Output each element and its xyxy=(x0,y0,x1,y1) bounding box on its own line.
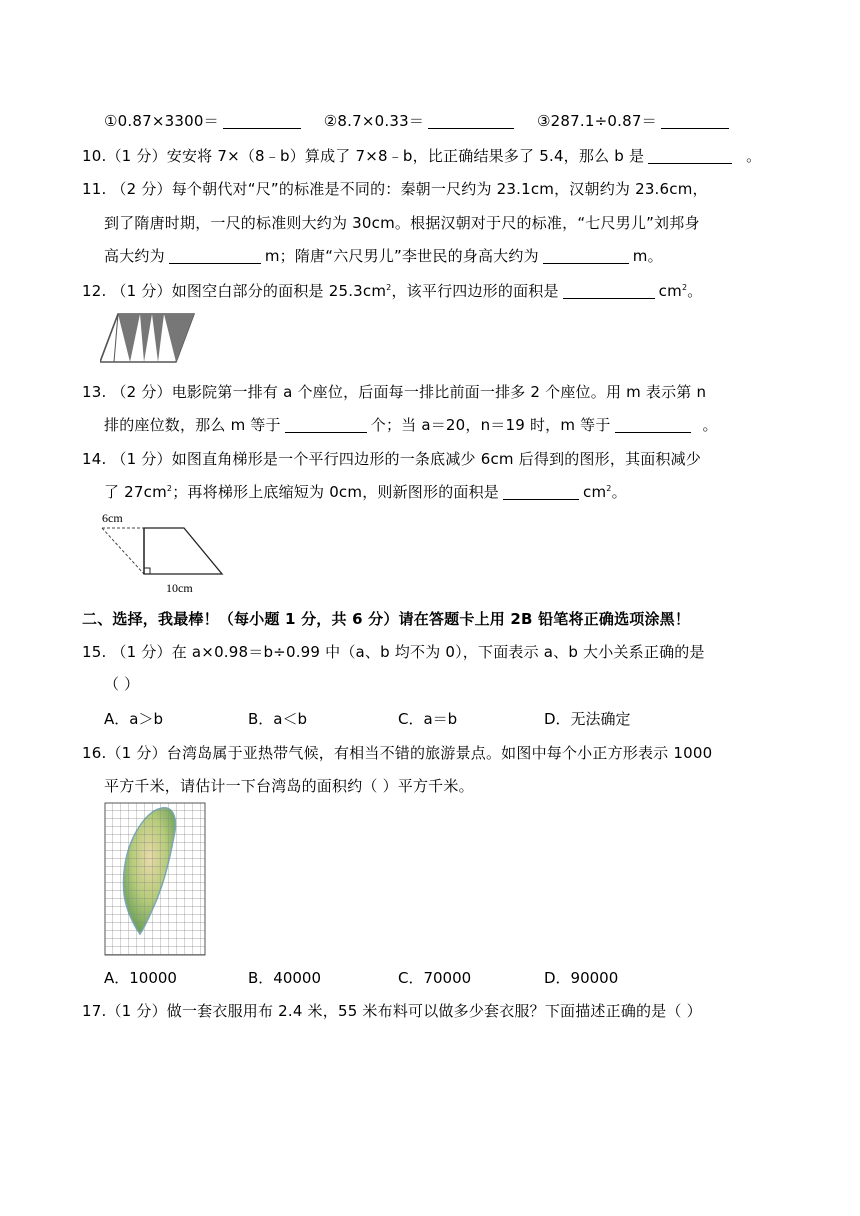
q11-line-3b: m；隋唐“六尺男儿”李世民的身高大约为 xyxy=(264,247,539,265)
q10-text: 10.（1 分）安安将 7×（8﹣b）算成了 7×8﹣b，比正确结果多了 5.4，那么 b 是 xyxy=(82,147,645,165)
q10-line xyxy=(82,145,761,166)
q14-answer-blank[interactable] xyxy=(503,483,579,500)
q13-line-2 xyxy=(104,414,718,435)
q14-label-10cm: 10cm xyxy=(166,581,193,595)
q15-option-b[interactable]: B．a＜b xyxy=(248,710,308,728)
q16-line-2: 平方千米，请估计一下台湾岛的面积约（ ）平方千米。 xyxy=(104,777,474,795)
q13-answer-blank-1[interactable] xyxy=(285,416,367,433)
q13-line-1: 13. （2 分）电影院第一排有 a 个座位，后面每一排比前面一排多 2 个座位。用 m 表示第 n xyxy=(82,383,707,401)
q15-option-c[interactable]: C．a＝b xyxy=(398,710,458,728)
q12-end: 。 xyxy=(687,282,703,300)
q15-option-d[interactable]: D．无法确定 xyxy=(544,710,631,728)
q12-text: 12. （1 分）如图空白部分的面积是 25.3cm xyxy=(82,282,387,300)
q12-unit: cm xyxy=(658,282,682,300)
q9-part-3: ③287.1÷0.87＝ xyxy=(537,112,657,130)
q11-line-1: 11. （2 分）每个朝代对“尺”的标准是不同的：秦朝一尺约为 23.1cm，汉朝约为 23.6cm， xyxy=(82,180,708,198)
q9-parts-line xyxy=(104,110,733,131)
q11-line-2: 到了隋唐时期，一尺的标准则大约为 30cm。根据汉朝对于尺的标准，“七尺男儿”刘邦身 xyxy=(104,214,700,232)
q14-line-2b: ；再将梯形上底缩短为 0cm，则新图形的面积是 xyxy=(172,483,499,501)
q11-line-3a: 高大约为 xyxy=(104,247,165,265)
q11-line-3c: m。 xyxy=(632,247,663,265)
q13-line-2c: 。 xyxy=(702,416,718,434)
q14-trapezoid xyxy=(144,528,222,574)
q14-line-2 xyxy=(104,481,627,502)
q10-end: 。 xyxy=(746,147,762,165)
q14-dashed-side xyxy=(102,528,144,574)
q14-line-2c: cm xyxy=(583,483,607,501)
q15-line-2: （ ） xyxy=(104,675,140,693)
q16-option-a[interactable]: A．10000 xyxy=(104,969,177,987)
q11-answer-blank-2[interactable] xyxy=(543,247,629,264)
q9-answer-blank-3[interactable] xyxy=(661,112,729,129)
q9-part-1: ①0.87×3300＝ xyxy=(104,112,219,130)
q13-line-2a: 排的座位数，那么 m 等于 xyxy=(104,416,281,434)
q15-option-a[interactable]: A．a＞b xyxy=(104,710,163,728)
q12-line xyxy=(82,280,702,301)
q16-grid xyxy=(105,803,205,955)
q10-answer-blank[interactable] xyxy=(648,147,732,164)
section-2-heading: 二、选择，我最棒！（每小题 1 分，共 6 分）请在答题卡上用 2B 铅笔将正确选项涂黑！ xyxy=(82,610,691,628)
q11-line-3 xyxy=(104,245,663,266)
q14-line-2a-sup: 2 xyxy=(166,484,173,493)
q15-line-1: 15. （1 分）在 a×0.98＝b÷0.99 中（a、b 均不为 0），下面表示 a、b 大小关系正确的是 xyxy=(82,643,705,661)
q14-line-1: 14. （1 分）如图直角梯形是一个平行四边形的一条底减少 6cm 后得到的图形，其面积减少 xyxy=(82,450,702,468)
q12-parallelogram-figure xyxy=(100,312,196,364)
q9-answer-blank-1[interactable] xyxy=(223,112,301,129)
q16-option-d[interactable]: D．90000 xyxy=(544,969,619,987)
q13-line-2b: 个；当 a＝20，n＝19 时，m 等于 xyxy=(370,416,611,434)
q14-line-2c-sup: 2 xyxy=(606,484,612,493)
q12-unit-sup: 2 xyxy=(681,283,688,292)
q9-part-2: ②8.7×0.33＝ xyxy=(323,112,425,130)
q16-grid-map-figure xyxy=(104,802,206,956)
q14-label-6cm: 6cm xyxy=(102,511,123,525)
q17-line: 17.（1 分）做一套衣服用布 2.4 米，55 米布料可以做多少套衣服？下面描述正确的是（ ） xyxy=(82,1002,702,1020)
q14-trapezoid-figure xyxy=(100,508,228,598)
q16-option-b[interactable]: B．40000 xyxy=(248,969,322,987)
q14-right-angle-mark xyxy=(144,568,150,574)
q12-mid: ，该平行四边形的面积是 xyxy=(391,282,559,300)
q9-answer-blank-2[interactable] xyxy=(428,112,514,129)
q13-answer-blank-2[interactable] xyxy=(615,416,691,433)
q14-line-2a: 了 27cm xyxy=(104,483,167,501)
q16-option-c[interactable]: C．70000 xyxy=(398,969,472,987)
q14-line-2d: 。 xyxy=(611,483,627,501)
q12-sup: 2 xyxy=(386,283,392,292)
q11-answer-blank-1[interactable] xyxy=(169,247,261,264)
q16-line-1: 16.（1 分）台湾岛属于亚热带气候，有相当不错的旅游景点。如图中每个小正方形表示 1000 xyxy=(82,744,713,762)
q12-answer-blank[interactable] xyxy=(563,282,655,299)
